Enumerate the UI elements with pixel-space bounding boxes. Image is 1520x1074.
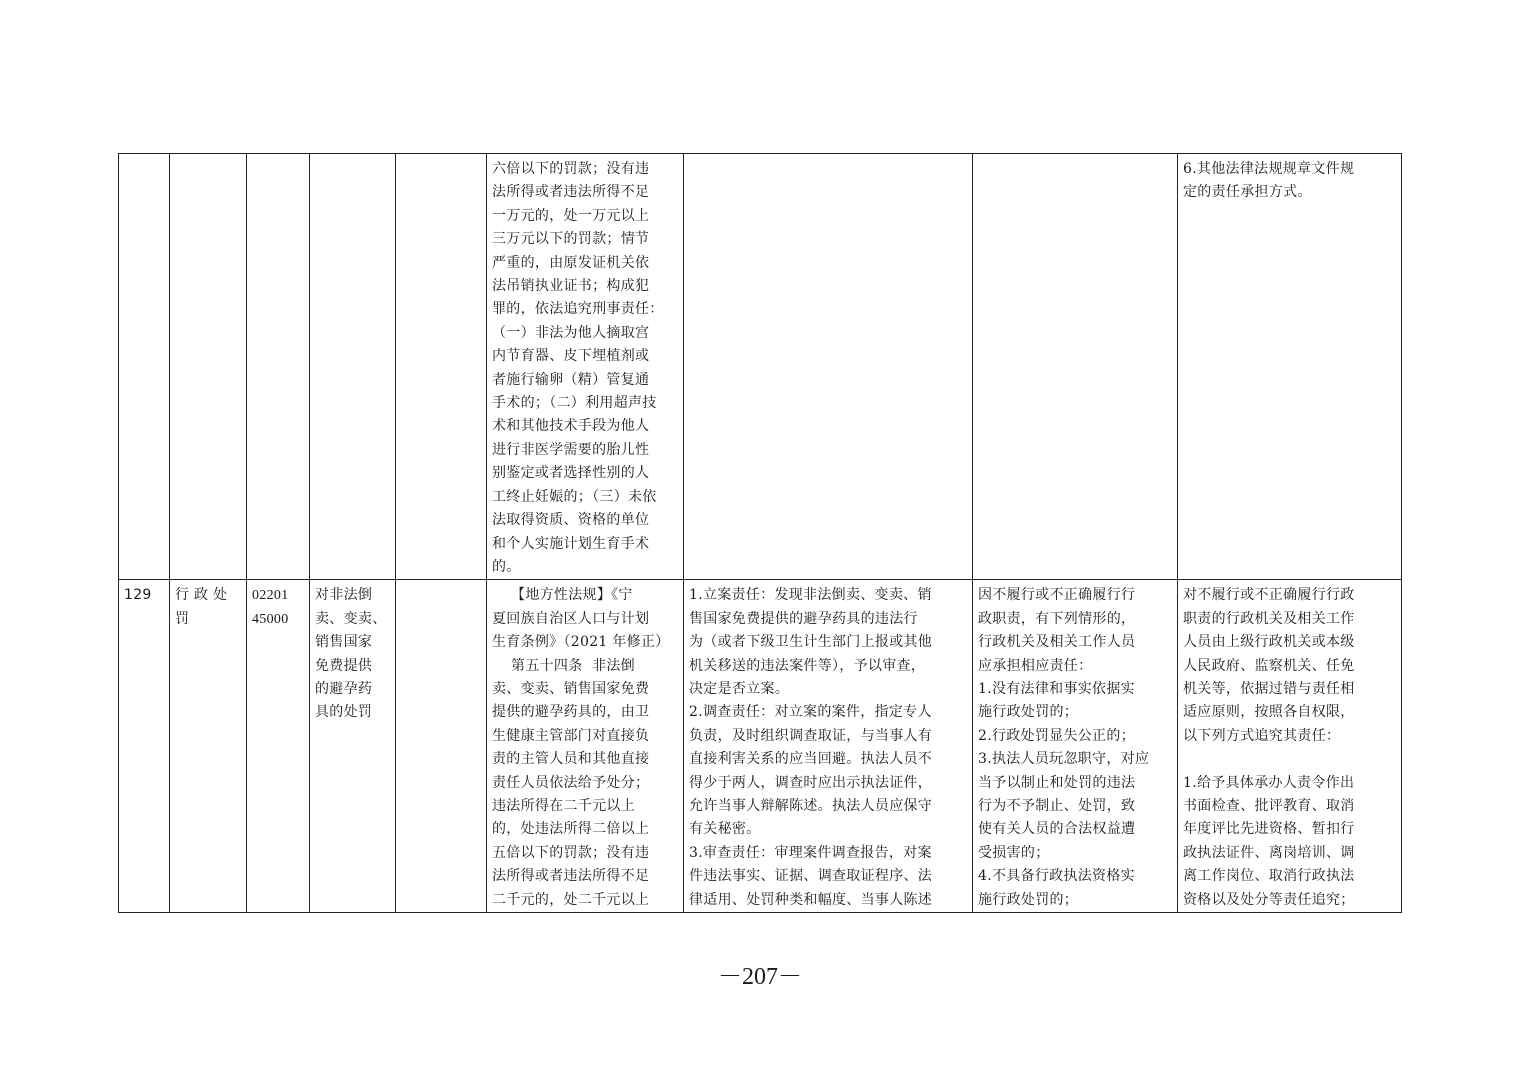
accountability-methods-text: 对不履行或不正确履行行政 职责的行政机关及相关工作 人员由上级行政机关或本级 人民政府、监察机关、任免 机关等，依据过错与责任相 适应原则，按照各自权限， 以下列方式追究其责任： 1.给予具体承办人责令作出 书面检查、批评教育、取消 年度评比先进资格、暂扣行 政执法证件、离岗培训、调 离工作岗位、取消行政执法 资格以及处分等责任追究； [1183,587,1355,908]
power-type-cell [170,154,247,580]
accountability-situations-cell [973,154,1178,580]
sub-item-cell [396,154,487,580]
row-number-cell [119,580,170,913]
accountability-methods-cell [1178,580,1402,913]
power-code-cell [247,580,310,913]
legal-basis-cell [487,580,684,913]
power-name-text: 对非法倒 卖、变卖、 销售国家 免费提供 的避孕药 具的处罚 [315,587,387,721]
legal-basis-cell [487,154,684,580]
responsibility-text: 1.立案责任：发现非法倒卖、变卖、销 售国家免费提供的避孕药具的违法行 为（或者下级卫生计生部门上报或其他 机关移送的违法案件等），予以审查， 决定是否立案。 2.调查责任：对立案的案件，指定专人 负责，及时组织调查取证，与当事人有 直接利害关系的应当回避。执法人员不 得少于两人，调查时应出示执法证件， 允许当事人辩解陈述。执法人员应保守 有关秘密。 3.审查责任：审理案件调查报告，对案 件违法事实、证据、调查取证程序、法 律适用、处罚种类和幅度、当事人陈述 [689,587,933,908]
power-type-cell [170,580,247,913]
accountability-situations-text: 因不履行或不正确履行行 政职责，有下列情形的， 行政机关及相关工作人员 应承担相应责任： 1.没有法律和事实依据实 施行政处罚的； 2.行政处罚显失公正的； 3.执法人员玩忽职守，对应 当予以制止和处罚的违法 行为不予制止、处罚，致 使有关人员的合法权益遭 受损害的； 4.不具备行政执法资格实 施行政处罚的； [978,587,1150,908]
power-name-cell [310,580,396,913]
power-type-text: 行 政 处 罚 [175,587,228,627]
power-name-cell [310,154,396,580]
accountability-methods-cell [1178,154,1402,580]
row-number-text: 129 [124,587,152,604]
table-row-129 [119,580,1402,913]
accountability-situations-cell [973,580,1178,913]
accountability-methods-text: 6.其他法律法规规章文件规 定的责任承担方式。 [1183,161,1355,201]
row-number-cell [119,154,170,580]
page-number: －207－ [718,964,802,990]
sub-item-cell [396,580,487,913]
power-code-text: 02201 45000 [252,588,289,627]
table-row-continued [119,154,1402,580]
power-list-table [118,153,1402,913]
legal-basis-text: 【地方性法规】《宁 夏回族自治区人口与计划 生育条例》（2021 年修正） 第五十四条 非法倒 卖、变卖、销售国家免费 提供的避孕药具的，由卫 生健康主管部门对直接负 责的主管人员和其他直接 责任人员依法给予处分； 违法所得在二千元以上 的，处违法所得二倍以上 五倍以下的罚款；没有违 法所得或者违法所得不足 二千元的，处二千元以上 [492,587,670,908]
responsibility-cell [684,154,973,580]
legal-basis-text: 六倍以下的罚款；没有违 法所得或者违法所得不足 一万元的，处一万元以上 三万元以下的罚款；情节 严重的，由原发证机关依 法吊销执业证书；构成犯 罪的，依法追究刑事责任： （一）非法为他人摘取宫 内节育器、皮下埋植剂或 者施行输卵（精）管复通 手术的；（二）利用超声技 术和其他技术手段为他人 进行非医学需要的胎儿性 别鉴定或者选择性别的人 工终止妊娠的；（三）未依 法取得资质、资格的单位 和个人实施计划生育手术 的。 [492,161,664,575]
responsibility-cell [684,580,973,913]
power-code-cell [247,154,310,580]
